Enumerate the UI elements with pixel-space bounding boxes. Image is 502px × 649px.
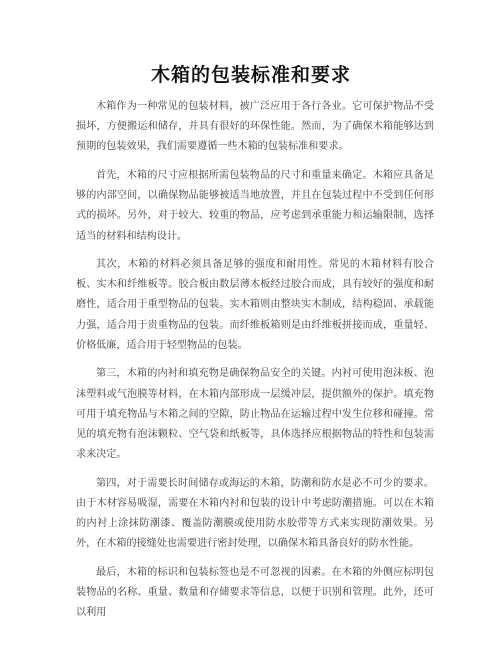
paragraph-material: 其次，木箱的材料必须具备足够的强度和耐用性。常见的木箱材料有胶合板、实木和纤维板等。胶合板由数层薄木板经过胶合而成，具有较好的强度和耐磨性，适合用于重型物品的包装。实木箱则由整块实木制成，结构稳固、承载能力强，适合用于贵重物品的包装。而纤维板箱则是由纤维板拼接而成，重量轻、价格低廉，适合用于轻型物品的包装。 (76, 259, 434, 351)
document-title: 木箱的包装标准和要求 (150, 64, 351, 86)
paragraph-labeling: 最后，木箱的标识和包装标签也是不可忽视的因素。在木箱的外侧应标明包装物品的名称、重量、数量和存储要求等信息，以便于识别和管理。此外，还可以利用 (76, 566, 434, 619)
paragraph-size: 首先，木箱的尺寸应根据所需包装物品的尺寸和重量来确定。木箱应具备足够的内部空间，以确保物品能够被适当地放置，并且在包装过程中不受到任何形式的损坏。另外，对于较大、较重的物品，应考虑到承重能力和运输限制，选择适当的材料和结构设计。 (76, 169, 434, 242)
paragraph-moisture: 第四，对于需要长时间储存或海运的木箱，防潮和防水是必不可少的要求。由于木材容易吸湿，需要在木箱内衬和包装的设计中考虑防潮措施。可以在木箱的内衬上涂抹防潮漆、覆盖防潮膜或使用防水胶带等方式来实现防潮效果。另外，在木箱的接缝处也需要进行密封处理，以确保木箱具备良好的防水性能。 (76, 477, 434, 550)
paragraph-intro: 木箱作为一种常见的包装材料，被广泛应用于各行各业。它可保护物品不受损坏，方便搬运和储存，并具有很好的环保性能。然而，为了确保木箱能够达到预期的包装效果，我们需要遵循一些木箱的包装标准和要求。 (76, 101, 434, 153)
paragraph-lining: 第三，木箱的内衬和填充物是确保物品安全的关键。内衬可使用泡沫板、泡沫塑料或气泡膜等材料，在木箱内部形成一层缓冲层，提供额外的保护。填充物可用于填充物品与木箱之间的空隙，防止物品在运输过程中发生位移和碰撞。常见的填充物有泡沫颗粒、空气袋和纸板等，具体选择应根据物品的特性和包装需求来决定。 (76, 368, 434, 461)
document-body (76, 97, 434, 632)
